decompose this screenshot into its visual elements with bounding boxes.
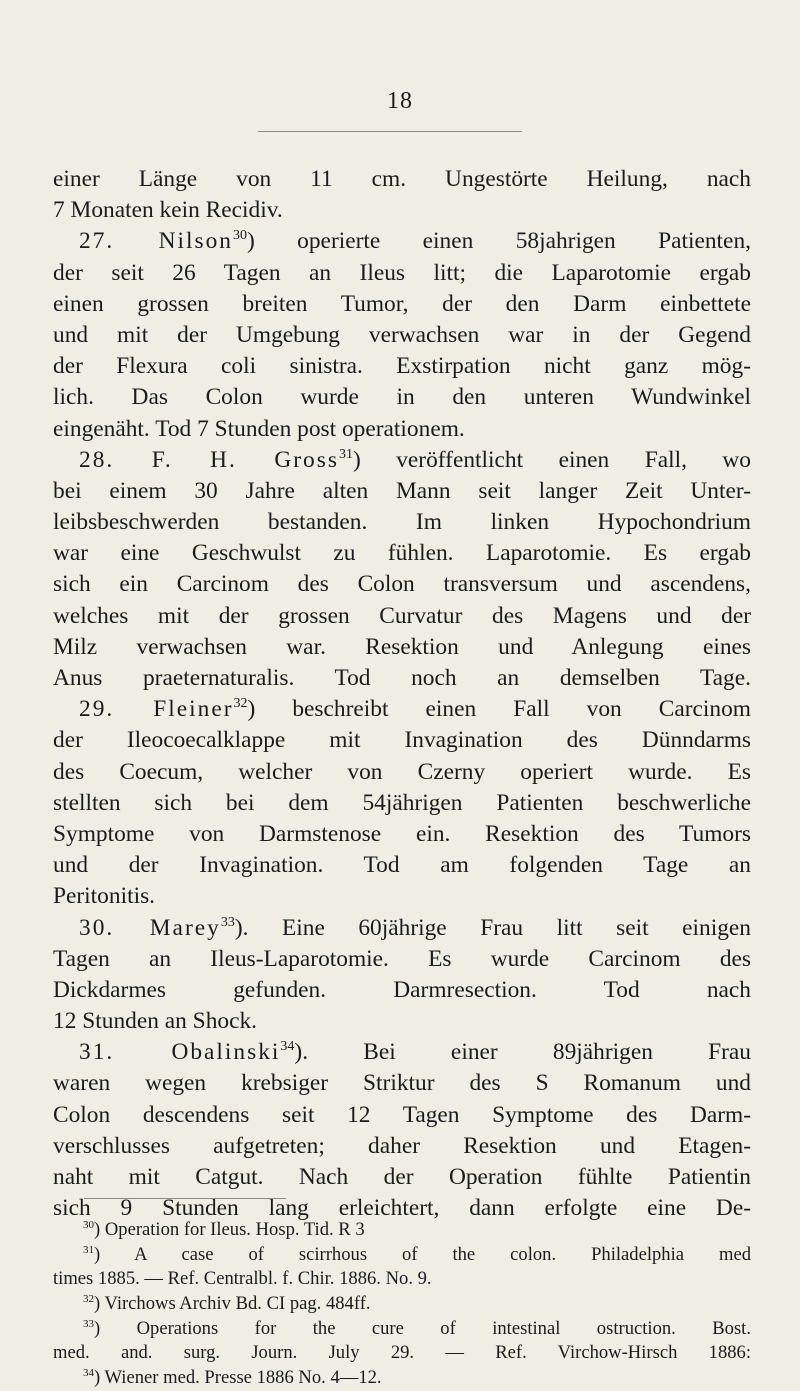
footnote-text: ) Wiener med. Presse 1886 No. 4—12. — [94, 1367, 382, 1389]
footnote-31 — [53, 1243, 751, 1268]
text-line: einer Länge von 11 cm. Ungestörte Heilung, nach — [53, 166, 751, 192]
header-rule — [258, 131, 522, 132]
author-name: 31. Obalinski — [79, 1039, 281, 1066]
footnote-34 — [53, 1366, 751, 1391]
footnote-ref: 33 — [220, 914, 235, 930]
text-line: sich 9 Stunden lang erleichtert, dann erfolgte eine De- — [53, 1195, 751, 1222]
text-line: sich ein Carcinom des Colon transversum und ascendens, — [53, 571, 751, 598]
text-line: 7 Monaten kein Recidiv. — [53, 197, 283, 224]
text-line: der Flexura coli sinistra. Exstirpation nicht ganz mög- — [53, 353, 751, 380]
text-segment: ). Bei einer 89jährigen Frau — [294, 1039, 751, 1066]
text-line: bei einem 30 Jahre alten Mann seit langer Zeit Unter- — [53, 477, 751, 504]
text-line: stellten sich bei dem 54jährigen Patienten beschwerliche — [53, 789, 751, 816]
author-name: 28. F. H. Gross — [79, 446, 339, 473]
text-segment: ) veröffentlicht einen Fall, wo — [352, 446, 751, 473]
footnote-text: ) Operations for the cure of intestinal ostruction. Bost. — [94, 1317, 751, 1339]
text-segment: ) beschreibt einen Fall von Carcinom — [247, 696, 751, 723]
text-line: eingenäht. Tod 7 Stunden post operationem. — [53, 415, 465, 442]
text-segment: an demselben Tage. — [497, 665, 751, 691]
footnote-33-continued: med. and. surg. Journ. July 29. — Ref. Virchow-Hirsch 1886: — [53, 1342, 751, 1364]
text-segment: ) operierte einen 58jahrigen Patienten, — [247, 228, 751, 255]
text-line — [53, 694, 751, 725]
main-text — [53, 164, 751, 1224]
text-line: naht mit Catgut. Nach der Operation fühlte Patientin — [53, 1164, 751, 1190]
text-line: Tagen an Ileus-Laparotomie. Es wurde Carcinom des — [53, 945, 751, 972]
footnote-rule — [84, 1198, 286, 1199]
footnotes — [53, 1218, 751, 1391]
text-line — [53, 226, 751, 257]
text-line — [53, 663, 751, 694]
text-line: und der Invagination. Tod am folgenden Tage an — [53, 852, 751, 879]
footnote-ref: 34 — [280, 1039, 295, 1055]
footnote-ref: 30 — [233, 228, 247, 244]
author-name: 29. Fleiner — [79, 696, 234, 723]
text-line: Milz verwachsen war. Resektion und Anlegung eines — [53, 633, 751, 660]
footnote-marker: 31 — [83, 1243, 94, 1256]
text-line: welches mit der grossen Curvatur des Magens und der — [53, 602, 751, 629]
text-line: und mit der Umgebung verwachsen war in der Gegend — [53, 321, 751, 348]
footnote-marker: 32 — [83, 1293, 94, 1306]
footnote-marker: 34 — [83, 1367, 94, 1380]
author-name: 27. Nilson — [79, 228, 233, 255]
footnote-text: ) Virchows Archiv Bd. CI pag. 484ff. — [94, 1293, 371, 1315]
footnote-marker: 33 — [83, 1317, 94, 1330]
text-line — [53, 1037, 751, 1068]
author-name: 30. Marey — [79, 914, 221, 941]
text-line — [53, 445, 751, 476]
footnote-text: ) A case of scirrhous of the colon. Philadelphia med — [94, 1243, 751, 1265]
text-segment: ). Eine 60jährige Frau litt seit einigen — [234, 914, 751, 941]
footnote-33 — [53, 1317, 751, 1342]
footnote-ref: 31 — [338, 446, 353, 462]
text-line: der seit 26 Tagen an Ileus litt; die Laparotomie ergab — [53, 259, 751, 286]
footnote-marker: 30 — [83, 1219, 94, 1231]
text-line: des Coecum, welcher von Czerny operiert wurde. Es — [53, 758, 751, 785]
text-line: einen grossen breiten Tumor, der den Darm einbettete — [53, 290, 751, 317]
text-line: leibsbeschwerden bestanden. Im linken Hypochondrium — [53, 509, 751, 536]
footnote-30 — [53, 1218, 751, 1243]
text-line: Peritonitis. — [53, 883, 156, 910]
footnote-ref: 32 — [233, 696, 248, 712]
footnote-text: ) Operation for Ileus. Hosp. Tid. R 3 — [94, 1219, 365, 1240]
text-line: Colon descendens seit 12 Tagen Symptome des Darm- — [53, 1101, 751, 1128]
footnote-31-continued: times 1885. — Ref. Centralbl. f. Chir. 1886. No. 9. — [53, 1268, 432, 1290]
text-segment: Anus praeternaturalis. Tod noch — [53, 665, 498, 691]
text-line: Dickdarmes gefunden. Darmresection. Tod nach — [53, 976, 751, 1003]
text-line: lich. Das Colon wurde in den unteren Wundwinkel — [53, 384, 751, 411]
text-line: der Ileocoecalklappe mit Invagination des Dünndarms — [53, 727, 751, 754]
text-line: 12 Stunden an Shock. — [53, 1008, 258, 1035]
page-number: 18 — [387, 88, 413, 114]
text-line: war eine Geschwulst zu fühlen. Laparotomie. Es ergab — [53, 540, 751, 567]
text-line — [53, 913, 751, 944]
footnote-32 — [53, 1292, 751, 1317]
text-line: waren wegen krebsiger Striktur des S Romanum und — [53, 1070, 751, 1097]
text-line: verschlusses aufgetreten; daher Resektion und Etagen- — [53, 1132, 751, 1159]
text-line: Symptome von Darmstenose ein. Resektion des Tumors — [53, 820, 751, 847]
